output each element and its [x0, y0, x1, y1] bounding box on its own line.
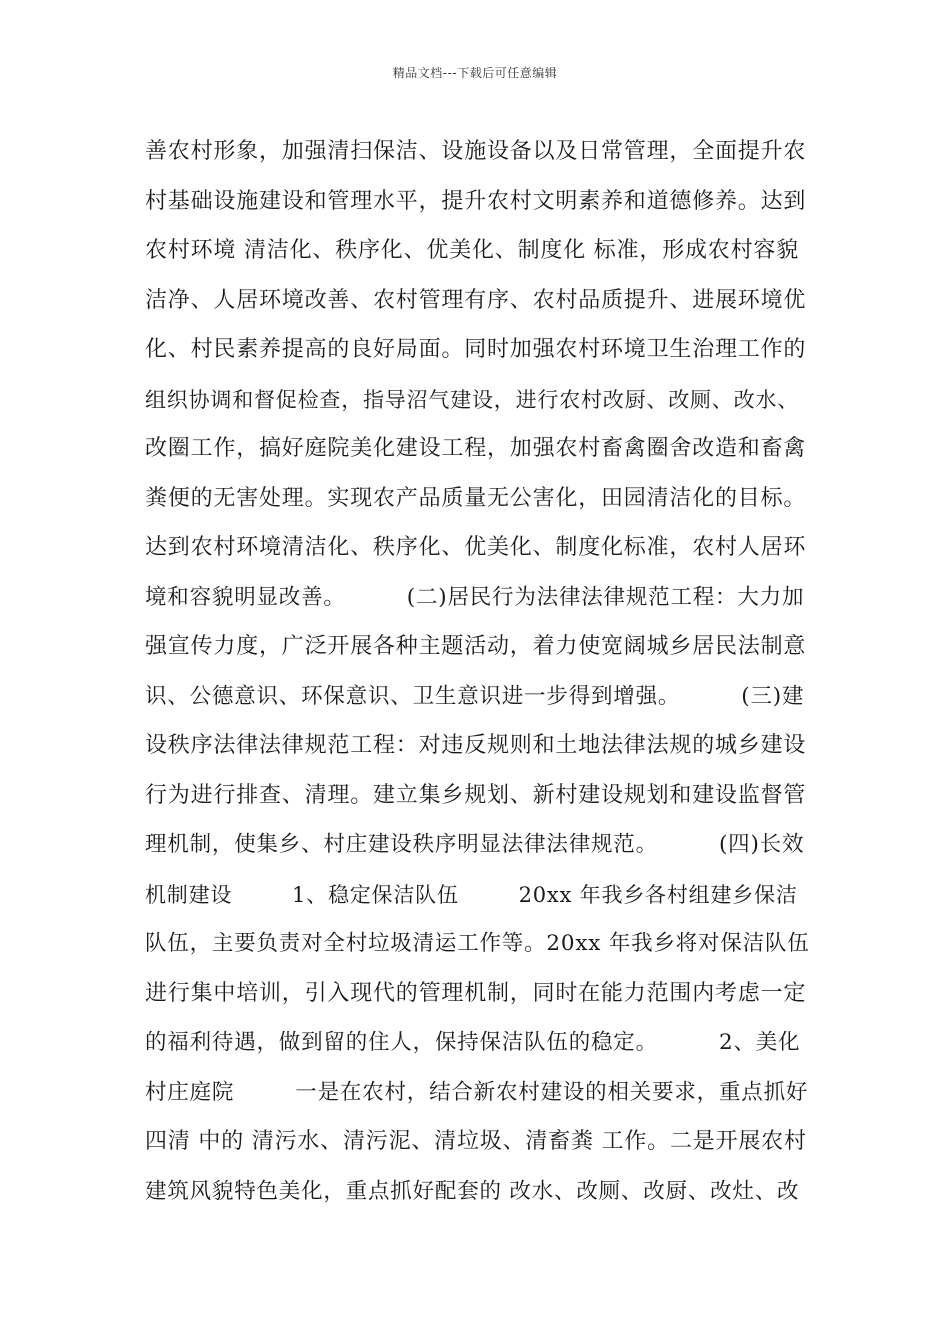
text-line: 善农村形象，加强清扫保洁、设施设备以及日常管理，全面提升农: [145, 139, 807, 164]
text-line: 行为进行排查、清理。建立集乡规划、新村建设规划和建设监督管: [145, 782, 807, 808]
text-line: 村庄庭院 一是在农村，结合新农村建设的相关要求，重点抓好: [145, 1079, 809, 1105]
text-line: 村基础设施建设和管理水平，提升农村文明素养和道德修养。达到: [145, 188, 807, 214]
text-line: 理机制，使集乡、村庄建设秩序明显法律法律规范。 (四)长效: [145, 832, 805, 857]
text-line: 进行集中培训，引入现代的管理机制，同时在能力范围内考虑一定: [145, 980, 807, 1006]
text-line: 建筑风貌特色美化，重点抓好配套的 改水、改厕、改厨、改灶、改: [145, 1178, 800, 1204]
text-line: 粪便的无害处理。实现农产品质量无公害化，田园清洁化的目标。: [145, 485, 807, 511]
text-line: 洁净、人居环境改善、农村管理有序、农村品质提升、进展环境优: [145, 287, 807, 313]
text-line: 改圈工作，搞好庭院美化建设工程，加强农村畜禽圈舍改造和畜禽: [145, 436, 807, 461]
body-text: [145, 130, 810, 1219]
text-line: 识、公德意识、环保意识、卫生意识进一步得到增强。 (三)建: [145, 683, 805, 709]
text-line: 四清 中的 清污水、清污泥、清垃圾、清畜粪 工作。二是开展农村: [145, 1129, 807, 1154]
text-line: 组织协调和督促检查，指导沼气建设，进行农村改厨、改厕、改水、: [145, 387, 799, 412]
text-line: 强宣传力度，广泛开展各种主题活动，着力使宽阔城乡居民法制意: [145, 634, 807, 659]
text-line: 达到农村环境清洁化、秩序化、优美化、制度化标准，农村人居环: [145, 535, 807, 560]
text-line: 的福利待遇，做到留的住人，保持保洁队伍的稳定。 2、美化: [145, 1030, 801, 1055]
text-line: 农村环境 清洁化、秩序化、优美化、制度化 标准，形成农村容貌: [145, 238, 799, 263]
page-header: 精品文档---下载后可任意编辑: [392, 66, 558, 80]
text-line: 化、村民素养提高的良好局面。同时加强农村环境卫生治理工作的: [145, 337, 807, 362]
text-line: 队伍，主要负责对全村垃圾清运工作等。20xx 年我乡将对保洁队伍: [145, 931, 810, 956]
text-line: 设秩序法律法律规范工程：对违反规则和土地法律法规的城乡建设: [145, 733, 807, 758]
text-line: 境和容貌明显改善。 (二)居民行为法律法律规范工程：大力加: [145, 584, 805, 610]
text-line: 机制建设 1、稳定保洁队伍 20xx 年我乡各村组建乡保洁: [145, 882, 798, 907]
